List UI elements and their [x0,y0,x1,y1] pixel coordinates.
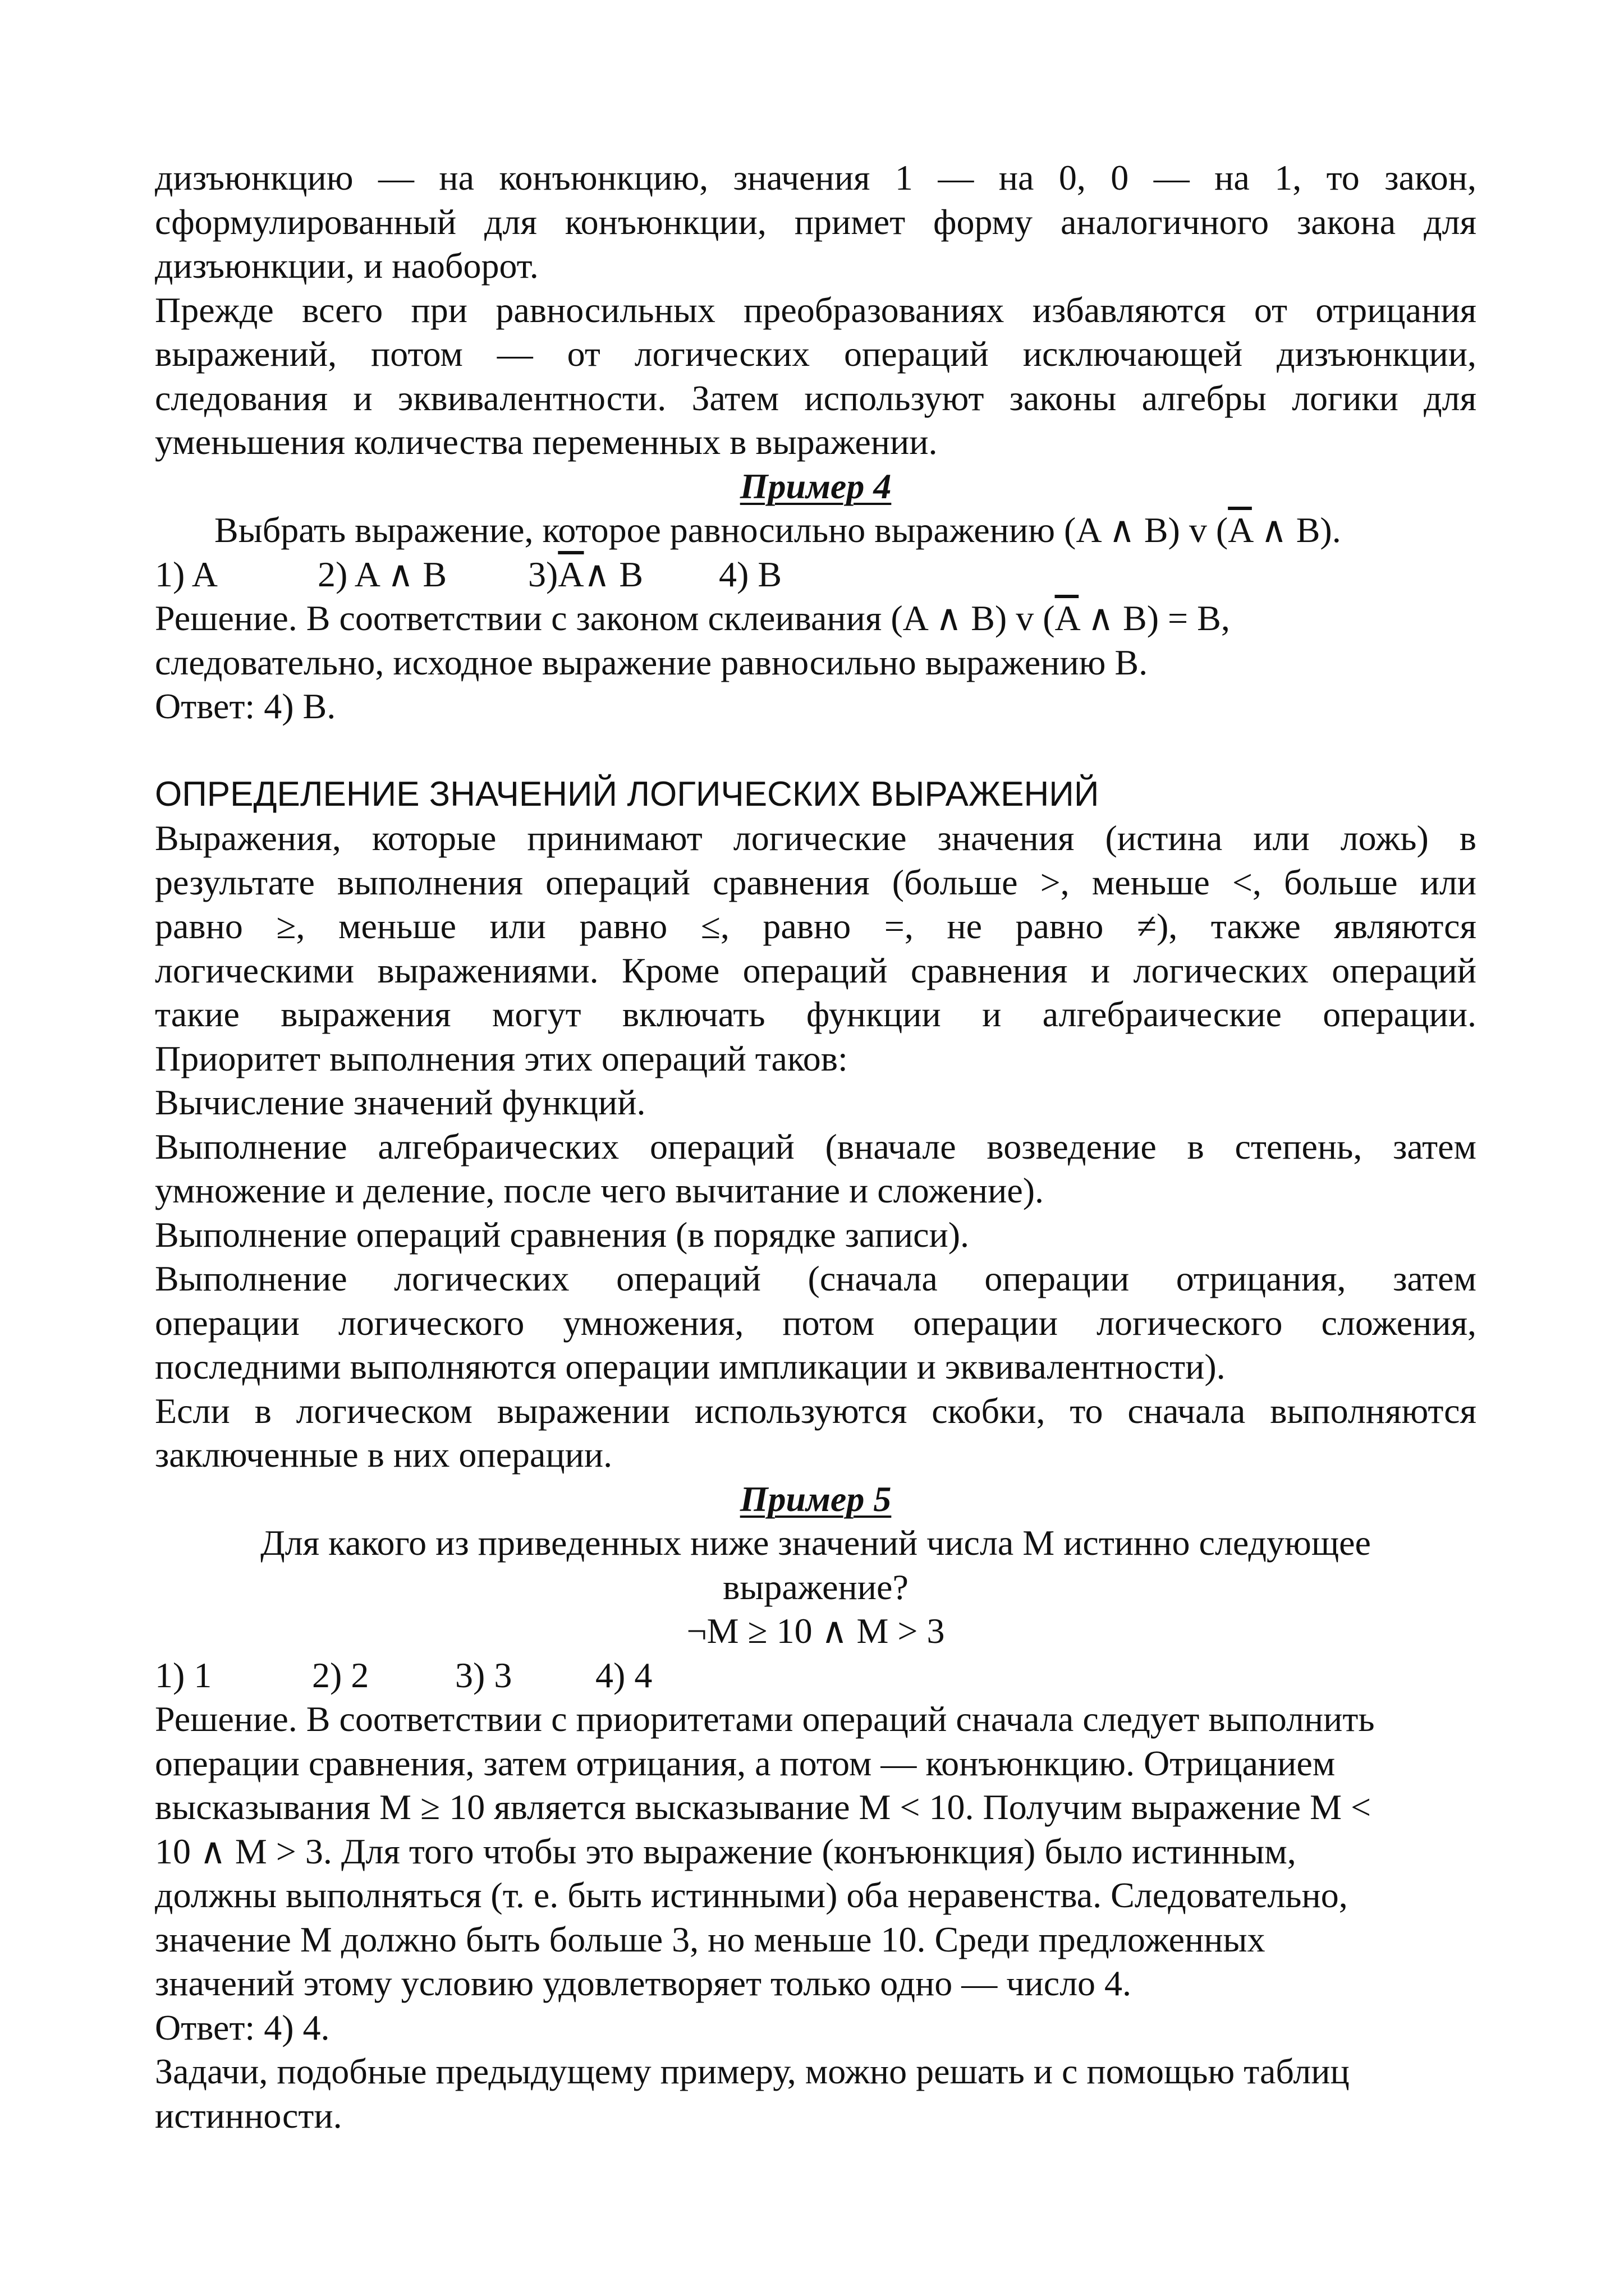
example-4-task: Выбрать выражение, которое равносильно выражению (A ∧ B) v ($\overline{A}$ ∧ B). [214,510,1341,550]
example-4-title: Пример 4 [740,466,892,506]
example-5-task: выражение? [723,1567,909,1607]
priority-list [155,1081,1476,1389]
example-5-solution-line: высказывания M ≥ 10 является высказывание M < 10. Получим выражение M < [155,1787,1371,1827]
paragraph-logical-expressions [155,816,1476,1081]
example-5-solution-line: операции сравнения, затем отрицания, а потом — конъюнкцию. Отрицанием [155,1743,1336,1783]
text-line: равно ≥, меньше или равно ≤, равно =, не равно ≠), также являются [155,906,1476,946]
section-heading: ОПРЕДЕЛЕНИЕ ЗНАЧЕНИЙ ЛОГИЧЕСКИХ ВЫРАЖЕНИЙ [155,774,1099,814]
example-4 [155,465,1476,729]
text-line: логическими выражениями. Кроме операций сравнения и логических операций [155,950,1476,990]
text-line: дизъюнкции, и наоборот. [155,246,539,286]
priority-item: Вычисление значений функций. [155,1082,646,1122]
text-line: сформулированный для конъюнкции, примет форму аналогичного закона для [155,201,1476,242]
example-5 [155,1477,1476,2050]
text-line: результате выполнения операций сравнения (больше >, меньше <, больше или [155,862,1476,902]
example-5-solution-line: значение M должно быть больше 3, но меньше 10. Среди предложенных [155,1919,1265,1959]
option-2: 2) 2 [312,1655,369,1695]
paragraph-truth-tables [155,2050,1476,2138]
priority-item-cont: операции логического умножения, потом операции логического сложения, [155,1302,1476,1343]
blank-line [155,729,1476,773]
option-4: 4) 4 [595,1655,653,1695]
example-5-expression: ¬M ≥ 10 ∧ M > 3 [686,1611,945,1651]
text-line: Прежде всего при равносильных преобразованиях избавляются от отрицания [155,290,1476,330]
priority-item: Выполнение логических операций (сначала операции отрицания, затем [155,1259,1476,1298]
text-line: истинности. [155,2095,342,2136]
text-line: Задачи, подобные предыдущему примеру, можно решать и с помощью таблиц [155,2051,1350,2091]
example-4-solution-line: Решение. В соответствии с законом склеивания (A ∧ B) v ($\overline{A}$ ∧ B) = B, [155,598,1230,638]
text-line: Если в логическом выражении используются скобки, то сначала выполняются [155,1390,1476,1431]
text-line: Выражения, которые принимают логические значения (истина или ложь) в [155,818,1476,858]
option-3: $3)\overline{A}\wedge$ B [528,554,644,594]
option-1: 1) 1 [155,1655,212,1695]
example-5-answer: Ответ: 4) 4. [155,2007,330,2047]
priority-item: Выполнение операций сравнения (в порядке записи). [155,1214,970,1255]
text-line: дизъюнкцию — на конъюнкцию, значения 1 — на 0, 0 — на 1, то закон, [155,158,1476,198]
priority-item-cont: умножение и деление, после чего вычитание и сложение). [155,1170,1044,1210]
paragraph-transformations [155,288,1476,465]
example-5-solution-line: должны выполняться (т. е. быть истинными) оба неравенства. Следовательно, [155,1875,1348,1915]
example-5-solution-line: значений этому условию удовлетворяет только одно — число 4. [155,1963,1132,2003]
option-1: 1) A [155,554,218,594]
option-4: 4) B [719,554,782,594]
text-line: заключенные в них операции. [155,1435,613,1475]
option-3: 3) 3 [455,1655,512,1695]
example-4-answer: Ответ: 4) B. [155,686,336,726]
text-line: выражений, потом — от логических операций исключающей дизъюнкции, [155,334,1476,374]
example-5-solution-line: Решение. В соответствии с приоритетами операций сначала следует выполнить [155,1699,1375,1739]
example-4-solution-line: следовательно, исходное выражение равносильно выражению B. [155,642,1148,682]
example-5-options [155,1654,1476,1698]
priority-item-cont: последними выполняются операции импликации и эквивалентности). [155,1347,1226,1386]
priority-item: Выполнение алгебраических операций (вначале возведение в степень, затем [155,1126,1476,1167]
option-2: 2) A ∧ B [318,554,447,594]
example-5-title: Пример 5 [740,1478,892,1519]
text-line: уменьшения количества переменных в выражении. [155,422,938,462]
example-4-options [155,553,1476,597]
document-page [155,156,1476,2138]
paragraph-duality-end [155,156,1476,288]
text-line: такие выражения могут включать функции и алгебраические операции. [155,994,1476,1034]
text-line: Приоритет выполнения этих операций таков: [155,1038,848,1078]
paragraph-brackets [155,1389,1476,1477]
example-5-task: Для какого из приведенных ниже значений числа M истинно следующее [260,1523,1371,1563]
example-5-solution-line: 10 ∧ M > 3. Для того чтобы это выражение (конъюнкция) было истинным, [155,1831,1296,1871]
text-line: следования и эквивалентности. Затем используют законы алгебры логики для [155,378,1476,418]
